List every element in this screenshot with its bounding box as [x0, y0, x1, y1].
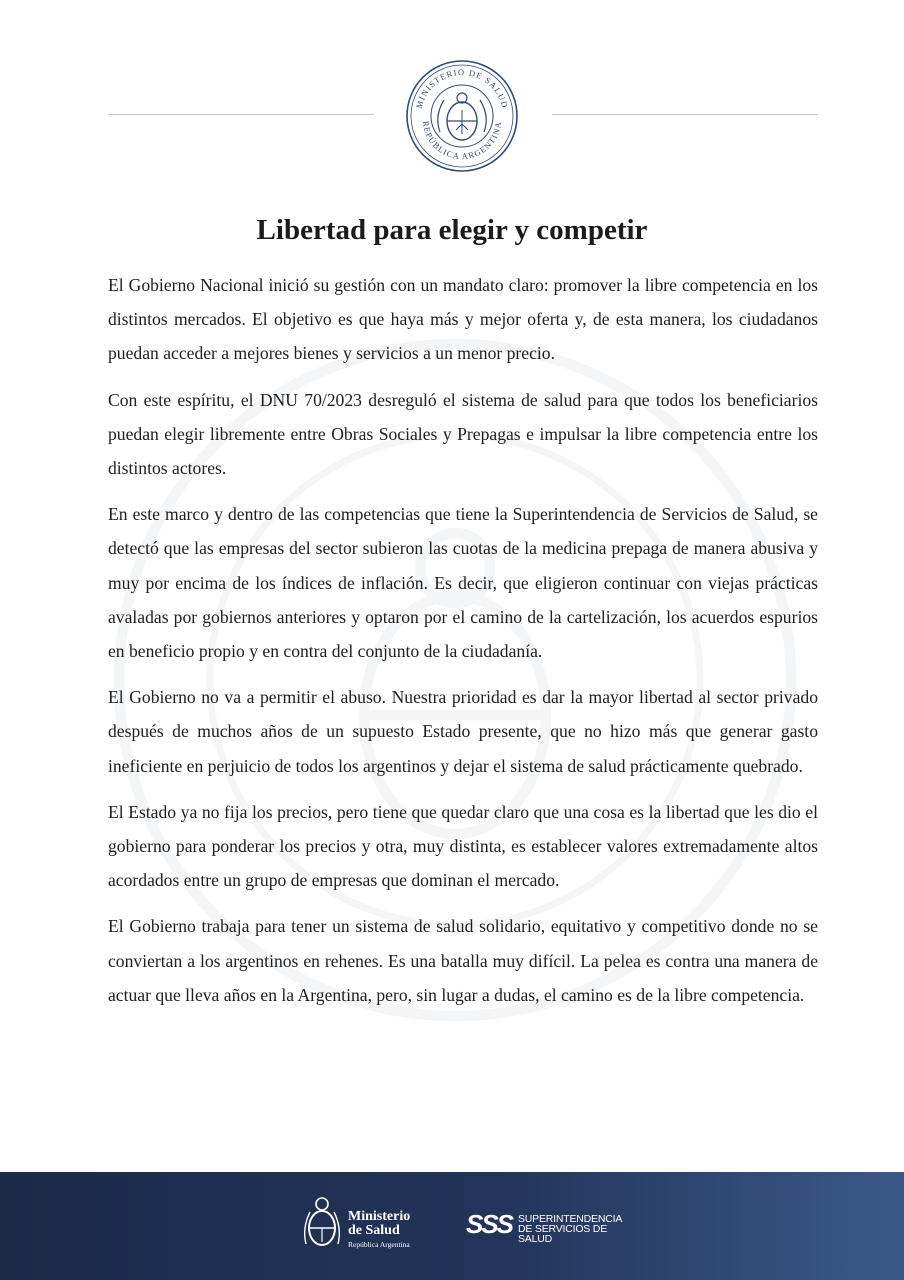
sss-name-line1: SUPERINTENDENCIA — [518, 1213, 623, 1225]
seal-text-bottom: REPÚBLICA ARGENTINA — [420, 120, 504, 162]
footer-bar — [0, 1172, 904, 1280]
paragraph-3: En este marco y dentro de las competencias que tiene la Superintendencia de Servicios de Salud, se detectó que las empresas del sector subieron las cuotas de la medicina prepaga de manera abusiva y muy por encima de los índices de inflación. Es decir, que eligieron continuar con viejas prácticas avaladas por gobiernos anteriores y optaron por el camino de la cartelización, los acuerdos espurios en beneficio propio y en contra del conjunto de la ciudadanía. — [108, 504, 818, 662]
paragraph-2: Con este espíritu, el DNU 70/2023 desreguló el sistema de salud para que todos los beneficiarios puedan elegir libremente entre Obras Sociales y Prepagas e impulsar la libre competencia entre los distintos actores. — [108, 389, 818, 479]
page-title: Libertad para elegir y competir — [256, 214, 648, 246]
ministry-subtitle: República Argentina — [348, 1240, 410, 1249]
header-divider-left — [108, 114, 374, 115]
sss-name — [518, 1214, 636, 1244]
header-divider-right — [552, 114, 818, 115]
sss-mark-text: SSS — [466, 1209, 513, 1239]
paragraph-5: El Estado ya no fija los precios, pero tiene que quedar claro que una cosa es la libertad que les dio el gobierno para ponderar los precios y otra, muy distinta, es establecer valores extremadamente altos acordados entre un grupo de empresas que dominan el mercado. — [108, 801, 818, 891]
paragraph-4: El Gobierno no va a permitir el abuso. Nuestra prioridad es dar la mayor libertad al sector privado después de muchos años de un supuesto Estado presente, que no hizo más que generar gasto ineficiente en perjuicio de todos los argentinos y dejar el sistema de salud prácticamente quebrado. — [108, 687, 818, 776]
sss-name-line2: DE SERVICIOS DE SALUD — [518, 1223, 607, 1245]
ministerio-seal-icon — [404, 58, 520, 174]
seal-text-top: MINISTERIO DE SALUD — [414, 67, 510, 110]
sss-logo-icon — [466, 1208, 514, 1240]
sss-logo — [466, 1208, 636, 1244]
ministry-name-line2: de Salud — [348, 1223, 400, 1238]
ministry-name-line1: Ministerio — [348, 1209, 411, 1224]
coat-of-arms-icon — [300, 1190, 344, 1256]
ministry-logo — [300, 1190, 450, 1260]
paragraph-1: El Gobierno Nacional inició su gestión con un mandato claro: promover la libre competencia en los distintos mercados. El objetivo es que haya más y mejor oferta y, de esta manera, los ciudadanos puedan acceder a mejores bienes y servicios a un menor precio. — [108, 275, 818, 364]
document-body — [108, 268, 818, 1024]
ministry-name — [348, 1210, 410, 1238]
paragraph-6: El Gobierno trabaja para tener un sistema de salud solidario, equitativo y competitivo donde no se conviertan a los argentinos en rehenes. Es una batalla muy difícil. La pelea es contra una manera de actuar que lleva años en la Argentina, pero, sin lugar a dudas, el camino es de la libre competencia. — [108, 916, 818, 1005]
